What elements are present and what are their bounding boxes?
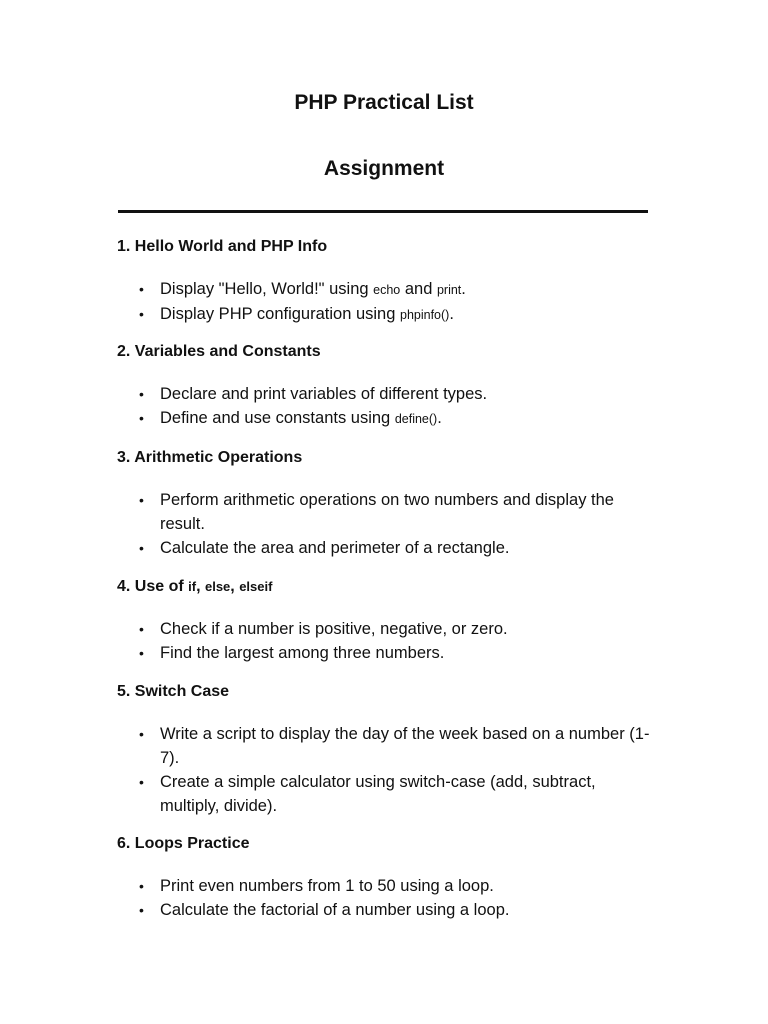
inline-code: define() xyxy=(394,412,438,426)
inline-code: print xyxy=(436,283,462,297)
list-item xyxy=(117,488,657,536)
item-text: Write a script to display the day of the week based on a number (1-7). xyxy=(160,725,650,767)
list-item xyxy=(117,617,657,641)
section-hello-world xyxy=(117,237,657,327)
item-text: Declare and print variables of different types. xyxy=(160,385,488,403)
list-item xyxy=(117,641,657,665)
item-text: . xyxy=(449,305,454,323)
section-heading: 3. Arithmetic Operations xyxy=(117,449,303,466)
inline-code: elseif xyxy=(239,579,273,594)
list-item xyxy=(117,382,657,406)
bullet-icon: • xyxy=(139,281,144,297)
section-switch-case xyxy=(117,682,657,818)
list-item xyxy=(117,406,657,431)
item-text: . xyxy=(461,280,466,298)
bullet-icon: • xyxy=(139,645,144,661)
item-text: . xyxy=(437,409,442,427)
page-subtitle: Assignment xyxy=(323,157,445,180)
list-item xyxy=(117,898,657,922)
section-heading: 2. Variables and Constants xyxy=(117,343,321,360)
heading-text: , xyxy=(196,578,205,595)
section-heading: 6. Loops Practice xyxy=(117,835,250,852)
section-heading: 5. Switch Case xyxy=(117,683,230,700)
bullet-icon: • xyxy=(139,774,144,790)
list-item xyxy=(117,536,657,560)
section-heading xyxy=(117,577,657,597)
inline-code: echo xyxy=(373,283,401,297)
section-conditionals xyxy=(117,577,657,665)
bullet-list xyxy=(117,722,657,818)
heading-text: 4. Use of xyxy=(117,578,189,595)
bullet-list xyxy=(117,874,657,922)
item-text: Calculate the factorial of a number using a loop. xyxy=(160,901,510,919)
heading-text: , xyxy=(230,578,240,595)
bullet-icon: • xyxy=(139,621,144,637)
list-item xyxy=(117,302,657,327)
section-loops xyxy=(117,834,657,922)
item-text: Print even numbers from 1 to 50 using a loop. xyxy=(160,877,494,895)
bullet-icon: • xyxy=(139,410,144,426)
item-text: and xyxy=(400,280,437,298)
list-item xyxy=(117,277,657,302)
item-text: Calculate the area and perimeter of a rectangle. xyxy=(160,539,510,557)
title-divider xyxy=(118,210,648,213)
bullet-list xyxy=(117,488,657,560)
bullet-icon: • xyxy=(139,726,144,742)
bullet-list xyxy=(117,617,657,665)
bullet-icon: • xyxy=(139,902,144,918)
bullet-list xyxy=(117,277,657,327)
bullet-icon: • xyxy=(139,878,144,894)
bullet-icon: • xyxy=(139,492,144,508)
bullet-icon: • xyxy=(139,386,144,402)
item-text: Display "Hello, World!" using xyxy=(160,280,374,298)
item-text: Display PHP configuration using xyxy=(160,305,400,323)
section-variables xyxy=(117,342,657,431)
page-title: PHP Practical List xyxy=(294,91,474,114)
list-item xyxy=(117,874,657,898)
list-item xyxy=(117,770,657,818)
item-text: Check if a number is positive, negative, or zero. xyxy=(160,620,508,638)
list-item xyxy=(117,722,657,770)
item-text: Define and use constants using xyxy=(160,409,395,427)
bullet-icon: • xyxy=(139,306,144,322)
item-text: Perform arithmetic operations on two numbers and display the result. xyxy=(160,491,614,533)
inline-code: if xyxy=(188,579,197,594)
bullet-list xyxy=(117,382,657,431)
inline-code: phpinfo() xyxy=(400,308,450,322)
item-text: Create a simple calculator using switch-case (add, subtract, multiply, divide). xyxy=(160,773,596,815)
item-text: Find the largest among three numbers. xyxy=(160,644,445,662)
inline-code: else xyxy=(204,579,231,594)
bullet-icon: • xyxy=(139,540,144,556)
section-heading: 1. Hello World and PHP Info xyxy=(117,238,328,255)
section-arithmetic xyxy=(117,448,657,560)
